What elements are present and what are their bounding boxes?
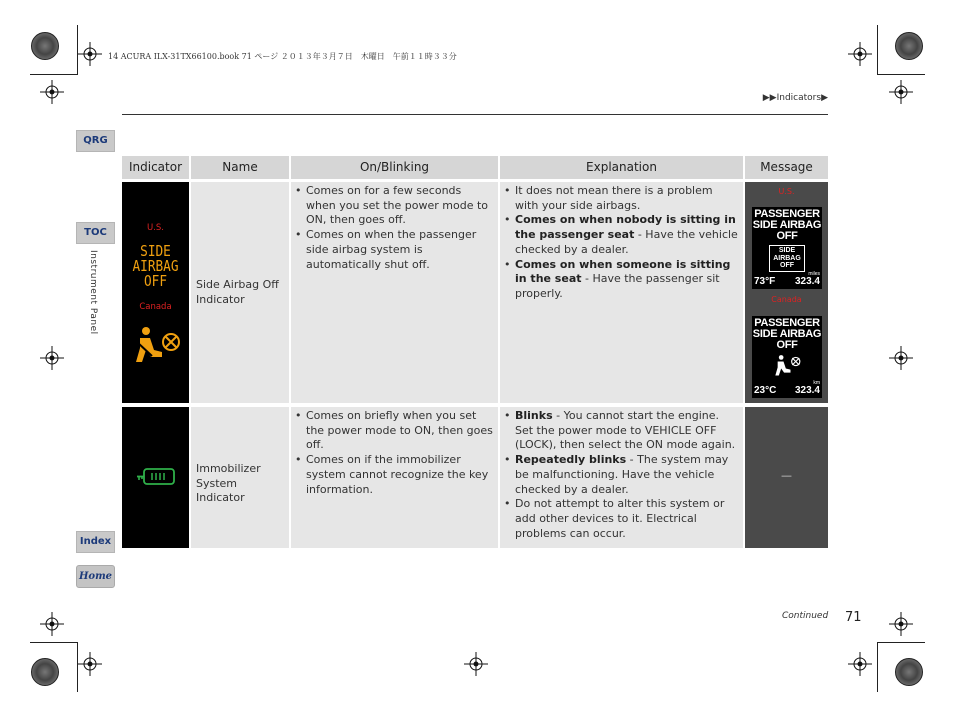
emphasis: Comes on when someone is sitting in the seat: [515, 257, 731, 286]
home-button[interactable]: Home: [76, 565, 115, 588]
breadcrumb-suffix: ▶: [821, 93, 828, 103]
list-item: • Comes on if the immobilizer system cannot recognize the key information.: [295, 453, 494, 497]
screen-line: SIDE AIRBAG: [752, 219, 822, 231]
registration-mark: [40, 612, 64, 636]
registration-mark: [78, 652, 102, 676]
text: - The system may be malfunctioning. Have the vehicle checked by a dealer.: [515, 453, 729, 496]
immobilizer-on-blinking-cell: [291, 407, 498, 548]
page-number: 71: [845, 610, 862, 625]
side-airbag-off-line: AIRBAG: [132, 257, 179, 275]
side-airbag-off-seat-icon: [773, 353, 801, 377]
immobilizer-message-cell: [745, 407, 828, 548]
odometer-unit: miles: [808, 271, 820, 277]
header-on-blinking: On/Blinking: [291, 156, 498, 179]
registration-mark: [889, 612, 913, 636]
text: - You cannot start the engine. Set the power mode to VEHICLE OFF (LOCK), then select the ON mode again.: [515, 409, 736, 452]
side-airbag-explanation-cell: [500, 182, 743, 403]
header-explanation: Explanation: [500, 156, 743, 179]
registration-mark: [889, 346, 913, 370]
canada-label: Canada: [139, 302, 172, 312]
index-button[interactable]: Index: [76, 531, 115, 553]
list-item: [504, 453, 739, 497]
color-disc: [31, 658, 59, 686]
emphasis: Blinks: [515, 409, 553, 422]
immobilizer-explanation-cell: [500, 407, 743, 548]
header-rule: [122, 114, 828, 115]
side-airbag-name-cell: Side Airbag Off Indicator: [191, 182, 289, 403]
color-disc: [895, 658, 923, 686]
continued-label: Continued: [782, 611, 829, 621]
registration-mark: [848, 652, 872, 676]
registration-mark: [40, 80, 64, 104]
screen-line: OFF: [776, 230, 798, 242]
message-us-label: U.S.: [778, 187, 795, 196]
list-item: [504, 213, 739, 257]
list-item: • It does not mean there is a problem with your side airbags.: [504, 184, 739, 213]
text: - Have the vehicle checked by a dealer.: [515, 228, 738, 256]
us-label: U.S.: [146, 223, 165, 233]
temperature: 23°C: [754, 385, 777, 396]
canada-message-screen: [752, 316, 822, 398]
registration-mark: [78, 42, 102, 66]
registration-mark: [464, 652, 488, 676]
odometer-unit: km: [813, 380, 820, 386]
temperature: 73°F: [754, 276, 776, 287]
emphasis: Repeatedly blinks: [515, 453, 627, 467]
us-message-screen: [752, 207, 822, 289]
side-airbag-off-line: OFF: [143, 272, 168, 290]
list-item: [504, 409, 739, 453]
screen-line: SIDE AIRBAG: [752, 328, 822, 340]
color-disc: [31, 32, 59, 60]
message-canada-label: Canada: [771, 295, 802, 304]
section-side-label: Instrument Panel: [88, 250, 98, 335]
screen-line: OFF: [776, 339, 798, 351]
qrg-button[interactable]: QRG: [76, 130, 115, 152]
list-item: • Comes on briefly when you set the power mode to ON, then goes off.: [295, 409, 494, 453]
color-disc: [895, 32, 923, 60]
side-airbag-message-cell: [745, 182, 828, 403]
side-airbag-off-line: SIDE: [140, 242, 171, 260]
immobilizer-key-icon: [136, 466, 176, 488]
mini-line: SIDE: [778, 247, 796, 254]
breadcrumb-label[interactable]: Indicators: [776, 93, 822, 103]
list-item: • Comes on when the passenger side airbag system is automatically shut off.: [295, 228, 494, 272]
side-airbag-indicator-cell: [122, 182, 189, 403]
screen-line: PASSENGER: [754, 208, 820, 220]
side-airbag-on-blinking-cell: [291, 182, 498, 403]
odometer: 323.4: [794, 385, 820, 396]
emphasis: Comes on when nobody is sitting in the passenger seat: [515, 213, 736, 242]
registration-mark: [40, 346, 64, 370]
registration-mark: [889, 80, 913, 104]
side-airbag-off-text: [127, 244, 184, 289]
side-airbag-off-seat-icon: [132, 324, 180, 364]
header-indicator: Indicator: [122, 156, 189, 179]
screen-line: PASSENGER: [754, 317, 820, 329]
print-header: 14 ACURA ILX-31TX66100.book 71 ページ ２０１３年３月７日 木曜日 午前１１時３３分: [108, 52, 457, 61]
mini-line: AIRBAG: [773, 254, 801, 262]
message-dash: —: [781, 469, 792, 482]
breadcrumb[interactable]: [763, 93, 828, 103]
mini-side-airbag-off: [769, 245, 805, 272]
toc-button[interactable]: TOC: [76, 222, 115, 244]
immobilizer-indicator-cell: [122, 407, 189, 548]
mini-line: OFF: [780, 262, 794, 269]
immobilizer-name-cell: Immobilizer System Indicator: [191, 407, 289, 548]
header-name: Name: [191, 156, 289, 179]
registration-mark: [848, 42, 872, 66]
odometer: 323.4: [794, 276, 820, 287]
list-item: • Do not attempt to alter this system or add other devices to it. Electrical problems can occur.: [504, 497, 739, 541]
list-item: • Comes on for a few seconds when you set the power mode to ON, then goes off.: [295, 184, 494, 228]
breadcrumb-prefix: ▶▶: [762, 93, 777, 103]
list-item: [504, 258, 739, 302]
text: - Have the passenger sit properly.: [515, 272, 720, 300]
header-message: Message: [745, 156, 828, 179]
